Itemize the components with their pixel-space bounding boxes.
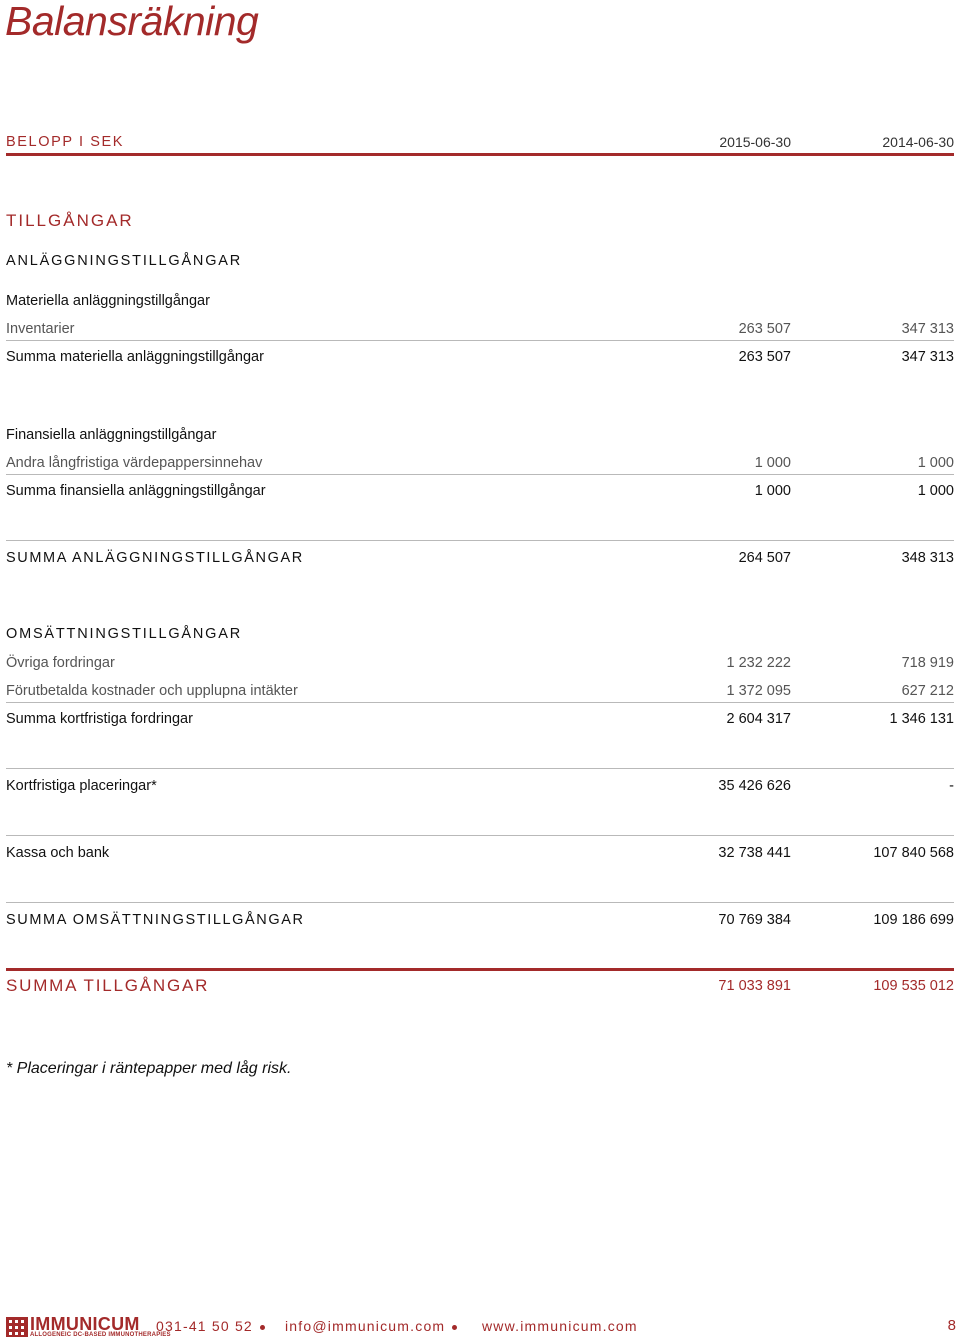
- table-row: [6, 709, 954, 729]
- row-rule: [6, 702, 954, 703]
- table-row: [6, 347, 954, 367]
- row-value-2014: 109 186 699: [873, 912, 954, 928]
- row-rule: [6, 540, 954, 541]
- row-label: Kortfristiga placeringar*: [6, 778, 157, 794]
- row-value-2014: 627 212: [901, 683, 954, 699]
- current-assets-heading: OMSÄTTNINGSTILLGÅNGAR: [6, 626, 242, 642]
- tangible-heading-label: Materiella anläggningstillgångar: [6, 293, 210, 309]
- table-row: [6, 681, 954, 701]
- row-rule: [6, 340, 954, 341]
- footer: [6, 1314, 956, 1340]
- row-value-2014: 347 313: [901, 349, 954, 365]
- row-label: Inventarier: [6, 321, 75, 337]
- tangible-heading: [6, 291, 954, 311]
- row-label: Summa materiella anläggningstillgångar: [6, 349, 264, 365]
- row-rule: [6, 902, 954, 903]
- row-value-2015: 1 000: [754, 455, 791, 471]
- row-value-2015: 1 232 222: [726, 655, 791, 671]
- separator-dot-icon: [260, 1325, 265, 1330]
- row-value-2015: 1 000: [754, 483, 791, 499]
- row-value-2014: 109 535 012: [873, 978, 954, 994]
- logo-grid-icon: [6, 1317, 28, 1337]
- row-label: SUMMA OMSÄTTNINGSTILLGÅNGAR: [6, 912, 305, 928]
- row-label: SUMMA ANLÄGGNINGSTILLGÅNGAR: [6, 550, 304, 566]
- assets-heading: TILLGÅNGAR: [6, 211, 134, 230]
- table-row: [6, 319, 954, 339]
- row-value-2015: 1 372 095: [726, 683, 791, 699]
- financial-heading: [6, 425, 954, 445]
- row-value-2015: 2 604 317: [726, 711, 791, 727]
- row-label: Övriga fordringar: [6, 655, 115, 671]
- row-label: Förutbetalda kostnader och upplupna intäkter: [6, 683, 298, 699]
- row-value-2014: -: [949, 778, 954, 794]
- row-value-2014: 107 840 568: [873, 845, 954, 861]
- table-row: [6, 453, 954, 473]
- table-row: [6, 976, 954, 996]
- page-number: 8: [947, 1317, 956, 1334]
- row-rule: [6, 835, 954, 836]
- row-label: Kassa och bank: [6, 845, 110, 861]
- table-row: [6, 776, 954, 796]
- footer-phone: 031-41 50 52: [156, 1318, 253, 1334]
- fixed-assets-heading: ANLÄGGNINGSTILLGÅNGAR: [6, 253, 243, 269]
- row-value-2014: 1 000: [917, 483, 954, 499]
- logo-text: IMMUNICUM: [30, 1314, 140, 1334]
- row-rule: [6, 768, 954, 769]
- separator-dot-icon: [452, 1325, 457, 1330]
- row-value-2015: 263 507: [738, 321, 791, 337]
- row-value-2014: 348 313: [901, 550, 954, 566]
- logo-subtitle: ALLOGENEIC DC-BASED IMMUNOTHERAPIES: [30, 1332, 171, 1338]
- table-row: [6, 843, 954, 863]
- row-label: Summa kortfristiga fordringar: [6, 711, 193, 727]
- row-value-2015: 264 507: [738, 550, 791, 566]
- row-rule: [6, 474, 954, 475]
- row-value-2014: 1 346 131: [889, 711, 954, 727]
- column-header: [6, 132, 954, 152]
- row-value-2015: 32 738 441: [718, 845, 791, 861]
- financial-heading-label: Finansiella anläggningstillgångar: [6, 427, 217, 443]
- column-2015: 2015-06-30: [719, 134, 791, 150]
- row-label: SUMMA TILLGÅNGAR: [6, 976, 210, 995]
- row-label: Summa finansiella anläggningstillgångar: [6, 483, 266, 499]
- row-value-2015: 263 507: [738, 349, 791, 365]
- currency-label: BELOPP I SEK: [6, 134, 125, 150]
- table-row: [6, 653, 954, 673]
- table-row: [6, 481, 954, 501]
- row-value-2015: 70 769 384: [718, 912, 791, 928]
- row-value-2014: 718 919: [901, 655, 954, 671]
- row-value-2015: 35 426 626: [718, 778, 791, 794]
- footnote: * Placeringar i räntepapper med låg risk.: [6, 1060, 292, 1077]
- footer-website[interactable]: www.immunicum.com: [482, 1318, 638, 1334]
- row-value-2014: 1 000: [917, 455, 954, 471]
- header-rule: [6, 153, 954, 156]
- row-value-2015: 71 033 891: [718, 978, 791, 994]
- row-value-2014: 347 313: [901, 321, 954, 337]
- footer-email[interactable]: info@immunicum.com: [285, 1318, 446, 1334]
- table-row: [6, 910, 954, 930]
- column-2014: 2014-06-30: [882, 134, 954, 150]
- page-title: Balansräkning: [5, 0, 259, 44]
- total-rule: [6, 968, 954, 971]
- table-row: [6, 548, 954, 568]
- row-label: Andra långfristiga värdepappersinnehav: [6, 455, 263, 471]
